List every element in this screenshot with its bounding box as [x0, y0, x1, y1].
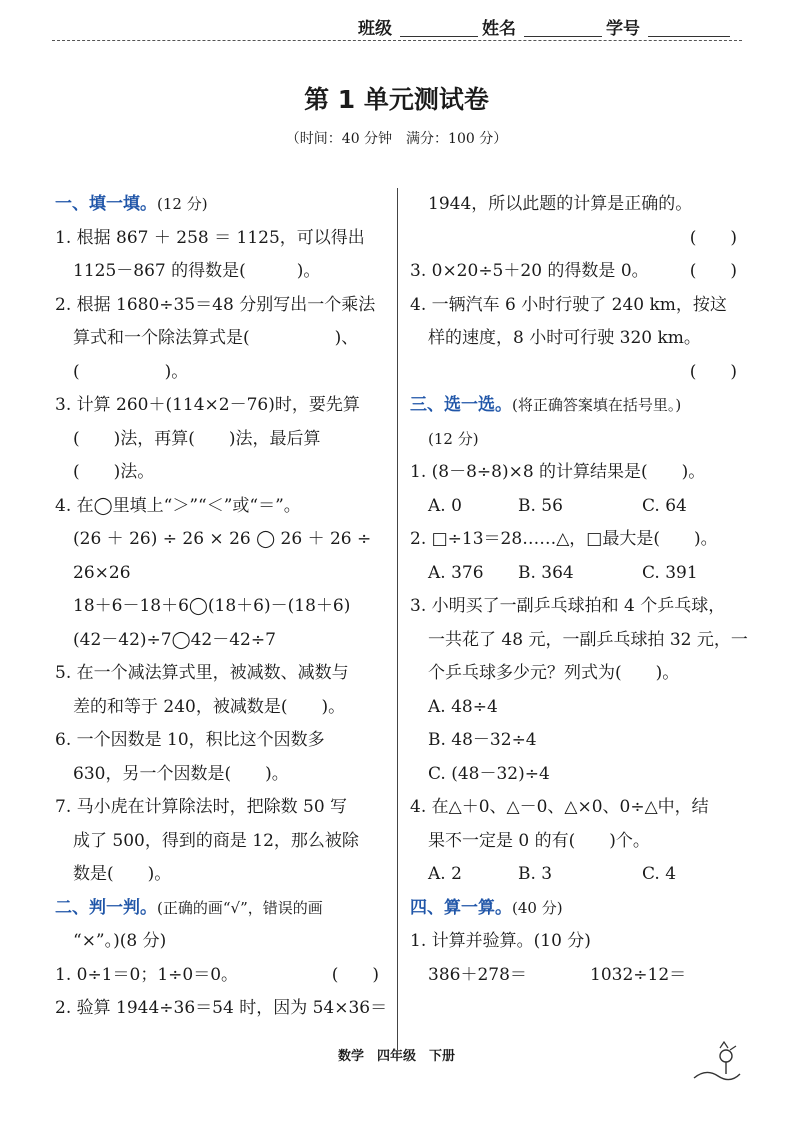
question-line — [55, 959, 387, 993]
question-line: 2. □÷13＝28……△，□最大是( )。 — [410, 529, 718, 549]
choice-option: B. 3 — [518, 864, 553, 884]
choice-option: B. 48－32÷4 — [428, 730, 537, 750]
question-line: 7. 马小虎在计算除法时，把除数 50 写 — [55, 797, 348, 817]
section-heading: 一、填一填。 — [55, 194, 157, 214]
question-line: 4. 在◯里填上“＞”“＜”或“＝”。 — [55, 495, 301, 516]
question-line: (12 分) — [428, 429, 479, 448]
section-heading: 三、选一选。 — [410, 395, 512, 415]
answer-parentheses: ( ) — [689, 261, 737, 281]
name-underline — [524, 36, 602, 37]
question-line: “×”。)(8 分) — [73, 931, 167, 951]
question-line: (26 ＋ 26) ÷ 26 × 26 ◯ 26 ＋ 26 ÷ — [73, 529, 372, 549]
calculation-row — [410, 959, 745, 993]
question-line: 5. 在一个减法算式里，被减数、减数与 — [55, 663, 349, 683]
question-line: 差的和等于 240，被减数是( )。 — [73, 696, 346, 717]
choice-option: A. 376 — [428, 562, 484, 583]
question-line — [410, 222, 745, 256]
choice-option: C. (48－32)÷4 — [428, 763, 550, 784]
section-note: (将正确答案填在括号里。) — [512, 396, 682, 414]
question-line: 18＋6－18＋6◯(18＋6)－(18＋6) — [73, 596, 351, 616]
question-line: (42－42)÷7◯42－42÷7 — [73, 629, 276, 650]
question-line: 成了 500，得到的商是 12，那么被除 — [73, 830, 359, 851]
choice-option: C. 4 — [642, 864, 677, 884]
header-dashed-rule — [52, 40, 742, 41]
column-divider — [397, 188, 398, 1050]
choice-option: B. 56 — [518, 495, 563, 516]
choice-row — [410, 557, 745, 591]
section-note: (正确的画“√”，错误的画 — [157, 898, 323, 917]
choice-row — [410, 858, 745, 892]
question-line: ( )法，再算( )法，最后算 — [73, 428, 321, 449]
question-line: 3. 小明买了一副乒乓球拍和 4 个乒乓球， — [410, 596, 726, 616]
question-line: 4. 在△＋0、△－0、△×0、0÷△中，结 — [410, 797, 709, 817]
student-id-label: 学号 — [606, 19, 640, 39]
choice-option: B. 364 — [518, 562, 574, 583]
section-heading: 四、算一算。 — [410, 897, 512, 918]
question-line — [410, 255, 745, 289]
section-heading: 二、判一判。 — [55, 897, 157, 918]
section-calculate — [410, 892, 745, 926]
section-fill-in — [55, 188, 387, 222]
student-id-underline — [648, 36, 730, 37]
choice-option: C. 64 — [642, 495, 687, 516]
question-line — [410, 356, 745, 390]
answer-parentheses: ( ) — [331, 964, 379, 985]
left-column — [55, 188, 387, 1026]
choice-row — [410, 490, 745, 524]
question-line: 数是( )。 — [73, 864, 172, 884]
section-true-false — [55, 892, 387, 926]
choice-option: A. 2 — [428, 864, 462, 884]
question-line: 一共花了 48 元，一副乒乓球拍 32 元，一 — [428, 629, 748, 650]
choice-option: C. 391 — [642, 562, 698, 583]
question-text: 3. 0×20÷5＋20 的得数是 0。 — [410, 261, 649, 281]
question-line: 3. 计算 260＋(114×2－76)时，要先算 — [55, 395, 360, 415]
section-note: (40 分) — [512, 898, 563, 917]
question-line: 1. (8－8÷8)×8 的计算结果是( )。 — [410, 462, 706, 482]
question-line: 1125－867 的得数是( )。 — [73, 261, 321, 281]
page-footer: 数学 四年级 下册 — [337, 1049, 455, 1064]
right-column — [410, 188, 748, 992]
page-subtitle: （时间：40 分钟 满分：100 分） — [285, 131, 508, 147]
question-text: 1. 0÷1＝0；1÷0＝0。 — [55, 964, 239, 985]
answer-parentheses: ( ) — [689, 361, 737, 382]
question-line: 2. 验算 1944÷36＝54 时，因为 54×36＝ — [55, 998, 388, 1018]
question-line: 算式和一个除法算式是( )、 — [73, 328, 359, 348]
question-line: 4. 一辆汽车 6 小时行驶了 240 km，按这 — [410, 294, 727, 315]
class-label: 班级 — [358, 19, 392, 39]
question-line: 2. 根据 1680÷35＝48 分别写出一个乘法 — [55, 294, 376, 315]
section-multiple-choice — [410, 389, 745, 423]
question-line: 1. 根据 867 ＋ 258 ＝ 1125，可以得出 — [55, 227, 365, 248]
name-label: 姓名 — [482, 19, 516, 39]
calculation-item: 1032÷12＝ — [590, 964, 687, 985]
question-line: ( )法。 — [73, 462, 155, 482]
answer-parentheses: ( ) — [689, 227, 737, 248]
section-note: (12 分) — [157, 195, 208, 213]
question-line: 6. 一个因数是 10，积比这个因数多 — [55, 730, 325, 750]
question-line: 个乒乓球多少元？列式为( )。 — [428, 663, 680, 683]
question-line: ( )。 — [73, 361, 189, 382]
page-title: 第 1 单元测试卷 — [304, 85, 489, 114]
question-line: 1. 计算并验算。(10 分) — [410, 931, 591, 951]
question-line: 26×26 — [73, 562, 131, 583]
choice-option: A. 48÷4 — [428, 696, 498, 717]
page-corner-doodle-icon — [692, 1038, 744, 1086]
class-underline — [400, 36, 478, 37]
question-line: 1944，所以此题的计算是正确的。 — [428, 194, 693, 214]
question-line: 630，另一个因数是( )。 — [73, 763, 289, 784]
question-line: 果不一定是 0 的有( )个。 — [428, 830, 650, 851]
question-line: 样的速度，8 小时可行驶 320 km。 — [428, 328, 701, 348]
choice-option: A. 0 — [428, 495, 462, 516]
calculation-item: 386＋278＝ — [428, 964, 527, 985]
